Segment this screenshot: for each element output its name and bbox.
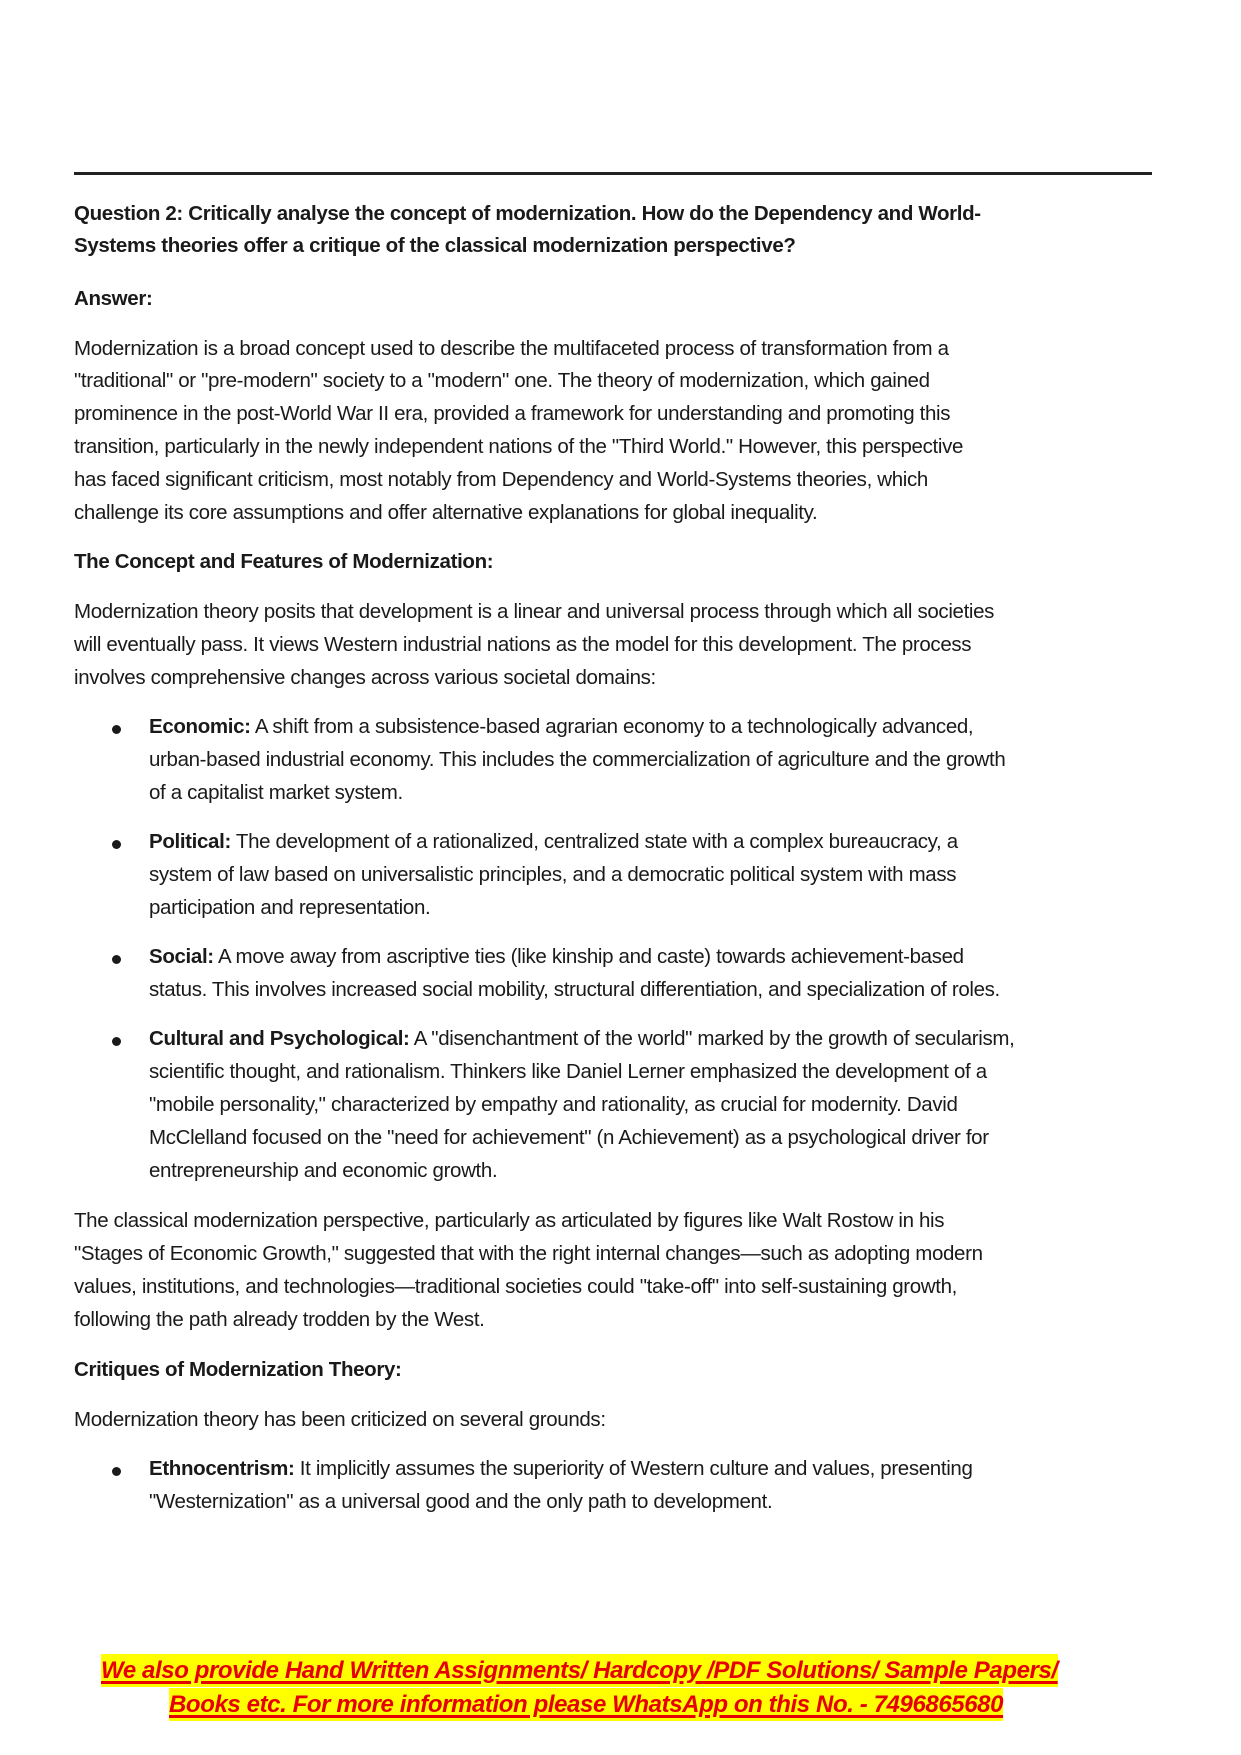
bullet-political-line: system of law based on universalistic principles, and a democratic political system with mass <box>149 863 957 886</box>
section2-intro: Modernization theory has been criticized on several grounds: <box>74 1408 606 1431</box>
section1-intro-line: Modernization theory posits that development is a linear and universal process through which all societies <box>74 600 995 623</box>
intro-line: transition, particularly in the newly independent nations of the "Third World." However, this perspective <box>74 435 964 458</box>
bullet-icon <box>112 725 121 734</box>
bullet-economic-line: of a capitalist market system. <box>149 781 403 804</box>
intro-line: prominence in the post-World War II era, provided a framework for understanding and promoting this <box>74 402 951 425</box>
bullet-cultural-line: entrepreneurship and economic growth. <box>149 1159 498 1182</box>
bullet-text: A "disenchantment of the world" marked by the growth of secularism, <box>409 1027 1015 1050</box>
bullet-icon <box>112 1467 121 1476</box>
bullet-label: Political: <box>149 830 231 853</box>
section1-intro-line: involves comprehensive changes across various societal domains: <box>74 666 656 689</box>
answer-label: Answer: <box>74 287 153 310</box>
question-line-2: Systems theories offer a critique of the classical modernization perspective? <box>74 234 796 257</box>
section1-intro-line: will eventually pass. It views Western industrial nations as the model for this development. The process <box>74 633 972 656</box>
footer-promo-line-2: Books etc. For more information please WhatsApp on this No. - 7496865680 <box>169 1688 1003 1721</box>
bullet-cultural <box>149 1026 1014 1052</box>
bullet-social <box>149 944 964 970</box>
intro-line: "traditional" or "pre-modern" society to a "modern" one. The theory of modernization, which gained <box>74 369 930 392</box>
header-rule <box>74 172 1152 175</box>
bullet-label: Cultural and Psychological: <box>149 1027 410 1050</box>
closing-line: values, institutions, and technologies—traditional societies could "take-off" into self-sustaining growth, <box>74 1275 957 1298</box>
closing-line: The classical modernization perspective, particularly as articulated by figures like Walt Rostow in his <box>74 1209 945 1232</box>
bullet-text: It implicitly assumes the superiority of Western culture and values, presenting <box>294 1457 973 1480</box>
bullet-label: Ethnocentrism: <box>149 1457 295 1480</box>
intro-line: challenge its core assumptions and offer alternative explanations for global inequality. <box>74 501 818 524</box>
bullet-text: The development of a rationalized, centralized state with a complex bureaucracy, a <box>230 830 958 853</box>
bullet-cultural-line: "mobile personality," characterized by empathy and rationality, as crucial for modernity. David <box>149 1093 958 1116</box>
closing-line: "Stages of Economic Growth," suggested that with the right internal changes—such as adopting modern <box>74 1242 983 1265</box>
bullet-label: Economic: <box>149 715 251 738</box>
bullet-icon <box>112 840 121 849</box>
footer-promo-line-1: We also provide Hand Written Assignments/ Hardcopy /PDF Solutions/ Sample Papers/ <box>101 1654 1058 1687</box>
question-line-1: Question 2: Critically analyse the concept of modernization. How do the Dependency and World- <box>74 202 981 225</box>
bullet-economic <box>149 714 973 740</box>
bullet-text: A shift from a subsistence-based agrarian economy to a technologically advanced, <box>250 715 974 738</box>
bullet-economic-line: urban-based industrial economy. This includes the commercialization of agriculture and the growth <box>149 748 1006 771</box>
bullet-text: A move away from ascriptive ties (like kinship and caste) towards achievement-based <box>213 945 964 968</box>
section-heading-critiques: Critiques of Modernization Theory: <box>74 1358 402 1381</box>
bullet-cultural-line: scientific thought, and rationalism. Thinkers like Daniel Lerner emphasized the development of a <box>149 1060 987 1083</box>
bullet-ethnocentrism-line: "Westernization" as a universal good and the only path to development. <box>149 1490 773 1513</box>
bullet-ethnocentrism <box>149 1456 973 1482</box>
bullet-label: Social: <box>149 945 214 968</box>
closing-line: following the path already trodden by the West. <box>74 1308 485 1331</box>
bullet-icon <box>112 1037 121 1046</box>
bullet-cultural-line: McClelland focused on the "need for achievement" (n Achievement) as a psychological driver for <box>149 1126 989 1149</box>
bullet-political <box>149 829 958 855</box>
bullet-icon <box>112 955 121 964</box>
bullet-social-line: status. This involves increased social mobility, structural differentiation, and specialization of roles. <box>149 978 1000 1001</box>
intro-line: Modernization is a broad concept used to describe the multifaceted process of transformation from a <box>74 337 949 360</box>
section-heading-concept: The Concept and Features of Modernization: <box>74 550 494 573</box>
intro-line: has faced significant criticism, most notably from Dependency and World-Systems theories, which <box>74 468 928 491</box>
bullet-political-line: participation and representation. <box>149 896 431 919</box>
